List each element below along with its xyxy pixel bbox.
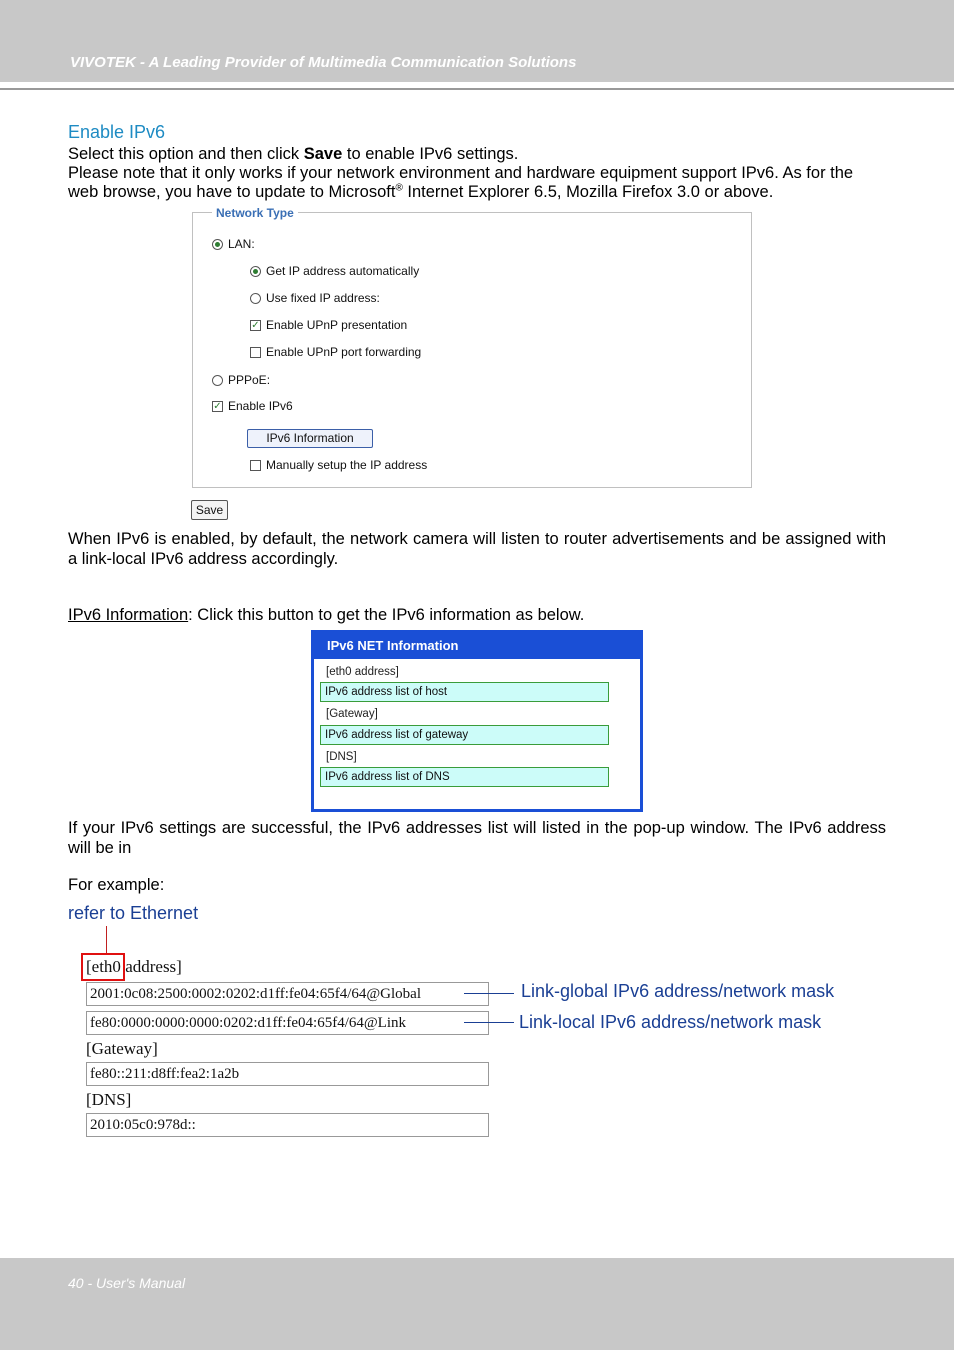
network-type-legend: Network Type	[212, 206, 298, 220]
get-ip-auto-label: Get IP address automatically	[266, 264, 420, 278]
global-address-note: Link-global IPv6 address/network mask	[521, 981, 835, 1001]
local-address-note: Link-local IPv6 address/network mask	[519, 1012, 822, 1032]
example-dns-address: 2010:05c0:978d::	[86, 1113, 489, 1137]
lan-radio[interactable]	[212, 239, 223, 250]
intro-line-2	[68, 164, 886, 202]
upnp-port-forwarding-checkbox[interactable]	[250, 347, 261, 358]
manual-setup-checkbox[interactable]	[250, 460, 261, 471]
intro-line-1	[68, 145, 886, 164]
note-text: Please note that it only works if your network environment and hardware equipment support IPv6. As for the web browse, you have to update to Microsoft	[68, 164, 854, 201]
popup-title: IPv6 NET Information	[314, 633, 640, 659]
page-number: 40 - User's Manual	[68, 1275, 186, 1291]
ipv6-net-info-window	[311, 630, 643, 812]
example-gateway-address: fe80::211:d8ff:fea2:1a2b	[86, 1062, 489, 1086]
refer-to-ethernet-note: refer to Ethernet	[68, 903, 199, 923]
page-footer	[0, 1258, 954, 1350]
get-ip-auto-option[interactable]	[250, 264, 419, 278]
popup-gateway-label: [Gateway]	[326, 708, 378, 720]
enable-ipv6-checkbox[interactable]: ✓	[213, 400, 222, 412]
pppoe-radio[interactable]	[212, 375, 223, 386]
example-link-address: fe80:0000:0000:0000:0202:d1ff:fe04:65f4/64@Link	[86, 1011, 489, 1035]
registered-mark: ®	[395, 182, 403, 194]
use-fixed-ip-radio[interactable]	[250, 293, 261, 304]
example-gateway-label: [Gateway]	[86, 1039, 158, 1058]
save-button[interactable]: Save	[191, 500, 228, 520]
ipv6-information-line	[68, 606, 886, 625]
header-title: VIVOTEK - A Leading Provider of Multimedia Communication Solutions	[70, 54, 577, 71]
popup-gateway-field: IPv6 address list of gateway	[320, 725, 609, 745]
for-example-label: For example:	[68, 876, 165, 894]
note-text-end: Internet Explorer 6.5, Mozilla Firefox 3.0 or above.	[402, 183, 774, 201]
upnp-port-forwarding-option[interactable]	[250, 345, 421, 359]
manual-setup-option[interactable]	[250, 458, 427, 472]
popup-dns-label: [DNS]	[326, 751, 357, 763]
local-pointer-line	[464, 1022, 514, 1023]
example-global-address: 2001:0c08:2500:0002:0202:d1ff:fe04:65f4/64@Global	[86, 982, 489, 1006]
ipv6-enabled-paragraph: When IPv6 is enabled, by default, the network camera will listen to router advertisements and be assigned with a link-local IPv6 address accordingly.	[68, 530, 886, 568]
eth0-highlight	[81, 953, 125, 981]
enable-ipv6-label: Enable IPv6	[228, 399, 293, 413]
pppoe-label: PPPoE:	[228, 373, 271, 387]
upnp-port-forwarding-label: Enable UPnP port forwarding	[266, 345, 422, 359]
upnp-presentation-option[interactable]	[250, 318, 407, 332]
ipv6-information-link: IPv6 Information	[68, 606, 189, 624]
address-text: address]	[120, 957, 182, 976]
upnp-presentation-checkbox[interactable]: ✓	[251, 319, 260, 331]
save-keyword: Save	[303, 145, 343, 163]
ipv6-information-text: : Click this button to get the IPv6 information as below.	[188, 606, 585, 624]
popup-dns-field: IPv6 address list of DNS	[320, 767, 609, 787]
page-header	[0, 0, 954, 82]
manual-setup-label: Manually setup the IP address	[266, 458, 428, 472]
lan-option[interactable]	[212, 237, 255, 251]
ipv6-success-paragraph: If your IPv6 settings are successful, the IPv6 addresses list will listed in the pop-up window. The IPv6 address will be in	[68, 819, 886, 857]
header-divider	[0, 88, 954, 90]
enable-ipv6-option[interactable]	[212, 399, 293, 413]
use-fixed-ip-label: Use fixed IP address:	[266, 291, 380, 305]
ipv6-information-button[interactable]: IPv6 Information	[247, 429, 373, 448]
intro-text-end: to enable IPv6 settings.	[342, 145, 519, 163]
eth0-text: [eth0	[86, 957, 121, 976]
lan-label: LAN:	[228, 237, 255, 251]
popup-eth0-label: [eth0 address]	[326, 666, 399, 678]
pppoe-option[interactable]	[212, 373, 270, 387]
popup-eth0-field: IPv6 address list of host	[320, 682, 609, 702]
global-pointer-line	[464, 993, 514, 994]
section-title: Enable IPv6	[68, 122, 166, 142]
example-dns-label: [DNS]	[86, 1090, 132, 1109]
get-ip-auto-radio[interactable]	[250, 266, 261, 277]
use-fixed-ip-option[interactable]	[250, 291, 380, 305]
intro-text: Select this option and then click	[68, 145, 304, 163]
upnp-presentation-label: Enable UPnP presentation	[266, 318, 408, 332]
refer-pointer-line	[106, 926, 107, 953]
